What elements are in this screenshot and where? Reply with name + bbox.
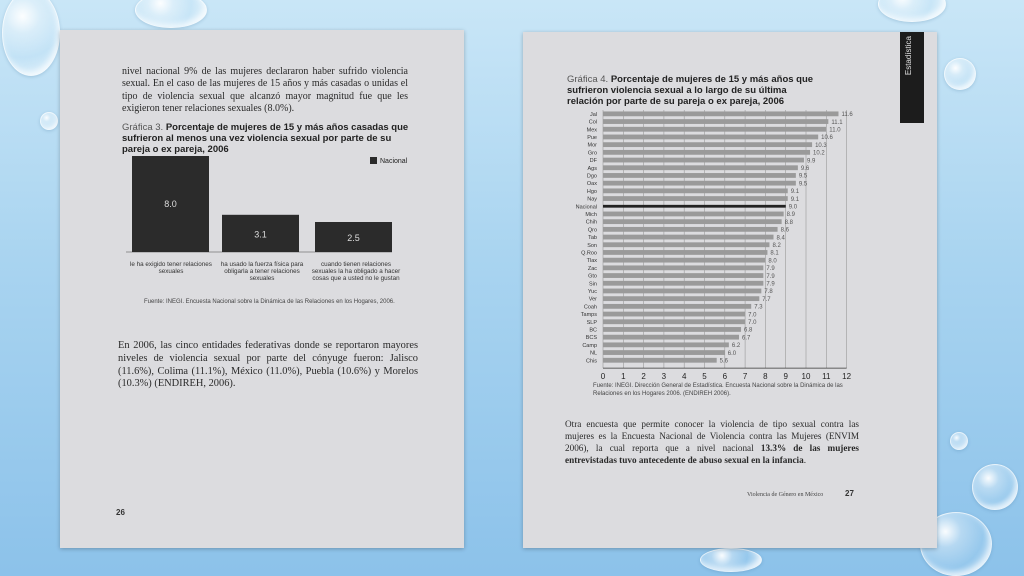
chart-3-value-label: 8.0	[164, 199, 177, 209]
chart-4-bar	[603, 181, 796, 186]
chart-4-bar	[603, 158, 804, 163]
chart-4-bar	[603, 212, 784, 217]
chart-4-category-label: Mich	[585, 211, 597, 218]
chart-4-tick-label: 6	[722, 372, 728, 382]
chart-4-category-label: BCS	[585, 335, 597, 342]
water-droplet	[700, 548, 762, 572]
intro-text: nivel nacional 9% de las mujeres declararon haber sufrido violencia sexual. En el caso de las mujeres de 15 años y más casadas o unidas el tipo de violencia sexual que alcanzó mayor magnitud fue que les exigieron tener relaciones sexuales (8.0%).	[122, 66, 408, 114]
chart-4-category-label: Hgo	[586, 188, 597, 195]
chart-4-value-label: 8.6	[780, 227, 789, 234]
water-droplet	[2, 0, 60, 76]
chart-4-value-label: 9.9	[806, 158, 816, 165]
chart-4-value-label: 7.0	[748, 319, 757, 326]
chart-4-bar	[603, 289, 761, 294]
chart-4-value-label: 9.1	[790, 196, 800, 203]
body-paragraph-bold: 13.3% de las mujeres entrevistadas tuvo antecedente de abuso sexual en la infancia	[565, 443, 860, 465]
chart-4-bar	[603, 127, 826, 132]
chart-4-value-label: 10.2	[813, 150, 825, 157]
chart-3-source: Fuente: INEGI. Encuesta Nacional sobre la Dinámica de las Relaciones en los Hogares, 2006.	[144, 299, 395, 305]
chart-4-category-label: Jal	[589, 111, 597, 118]
chart-4-category-label: Son	[587, 242, 597, 249]
chart-4-tick-label: 10	[801, 372, 811, 382]
book-page-right	[523, 32, 937, 548]
chart-4-bar	[603, 296, 759, 301]
chart-4-category-label: BC	[589, 327, 597, 334]
chart-4-tick-label: 3	[661, 372, 667, 382]
chart-3-legend-label: Nacional	[380, 158, 408, 165]
chart-4-bar	[603, 265, 763, 270]
chart-4-value-label: 8.2	[772, 242, 781, 249]
body-paragraph-end: .	[803, 455, 807, 465]
chart-4-category-label: Tab	[588, 235, 597, 242]
chart-4-value-label: 6.7	[742, 335, 751, 342]
chart-4-category-label: Nay	[587, 196, 597, 203]
chart-4-tick-label: 11	[822, 372, 831, 382]
chart-4-bar	[603, 227, 778, 232]
chart-4-bar	[603, 196, 788, 201]
chart-3-title-text: Porcentaje de mujeres de 15 y más años casadas que sufrieron al menos una vez violencia sexual por parte de su pareja o ex pareja, 2006	[122, 122, 409, 155]
chart-4-category-label: DF	[589, 158, 597, 165]
chart-3-category-label: le ha exigido tener relaciones sexuales	[130, 261, 212, 276]
chart-4-category-label: Chih	[585, 219, 597, 226]
chart-4-category-label: Zac	[587, 265, 597, 272]
chart-4-tick-label: 9	[783, 372, 788, 382]
chart-4-value-label: 7.8	[764, 289, 773, 296]
chart-4-bar	[603, 142, 812, 147]
chart-4-tick-label: 1	[621, 372, 626, 382]
section-tab-label: Estadística	[904, 36, 913, 76]
chart-4-bar	[603, 327, 741, 332]
chart-4-bar	[603, 250, 767, 255]
chart-4-title-text: Porcentaje de mujeres de 15 y más años que sufrieron violencia sexual a lo largo de su última relación por parte de su pareja o ex pareja, 2006	[567, 74, 814, 107]
chart-4-tick-label: 2	[641, 372, 646, 382]
page-number: 26	[116, 508, 125, 517]
water-droplet	[972, 464, 1018, 510]
chart-4-bar	[603, 242, 769, 247]
chart-4-category-label: Pue	[587, 134, 597, 141]
chart-4-value-label: 7.3	[754, 304, 763, 311]
chart-4-value-label: 8.0	[768, 258, 777, 265]
chart-4-bar	[603, 358, 717, 363]
water-droplet	[950, 432, 968, 450]
chart-4-bar	[603, 111, 838, 116]
chart-4-category-label: Dgo	[586, 173, 597, 180]
chart-4-value-label: 9.0	[788, 204, 798, 211]
chart-4-bar	[603, 219, 782, 224]
chart-4-value-label: 7.9	[766, 281, 775, 288]
chart-4-value-label: 10.6	[821, 135, 833, 142]
chart-4-tick-label: 0	[600, 372, 606, 382]
chart-4-category-label: Sin	[589, 281, 597, 288]
chart-4-value-label: 11.6	[841, 112, 853, 119]
chart-4-bar	[603, 350, 725, 355]
chart-4-category-label: Tamps	[580, 312, 597, 319]
chart-4-bar	[603, 319, 745, 324]
chart-4-tick-label: 4	[681, 372, 687, 382]
water-droplet	[878, 0, 946, 22]
chart-3-lead: Gráfica 3.	[122, 122, 164, 133]
chart-4-value-label: 6.8	[744, 327, 753, 334]
water-droplet	[135, 0, 207, 28]
chart-4-value-label: 9.5	[798, 181, 808, 188]
chart-4	[543, 106, 863, 382]
chart-4-value-label: 9.5	[798, 173, 808, 180]
chart-4-source: Fuente: INEGI. Dirección General de Estadística. Encuesta Nacional sobre la Dinámica de las Relaciones en los Hogares 2006. (ENDIREH 2006).	[593, 383, 843, 397]
water-droplet	[40, 112, 58, 130]
chart-3-value-label: 2.5	[347, 233, 360, 243]
chart-4-bar	[603, 165, 798, 170]
chart-4-value-label: 6.2	[731, 343, 741, 350]
water-droplet	[944, 58, 976, 90]
book-page-left	[60, 30, 464, 548]
chart-3-legend-swatch	[370, 157, 377, 164]
chart-4-category-label: Tlax	[586, 258, 597, 265]
chart-4-category-label: NL	[589, 350, 597, 357]
chart-4-category-label: Q.Roo	[581, 250, 597, 257]
chart-4-title	[567, 74, 817, 107]
chart-4-category-label: Chis	[585, 358, 597, 365]
body-paragraph-text: Otra encuesta que permite conocer la violencia de tipo sexual contra las mujeres es la Encuesta Nacional de Violencia contra las Mujeres (ENVIM 2006), la cual reporta que a nivel nacional	[565, 419, 859, 453]
chart-4-category-label: Nacional	[575, 204, 597, 211]
body-paragraph	[565, 418, 859, 466]
chart-4-category-label: Camp	[582, 342, 597, 349]
chart-4-category-label: Mor	[587, 142, 597, 149]
chart-4-bar	[603, 304, 751, 309]
page-number: 27	[845, 489, 854, 498]
chart-4-category-label: Gro	[587, 150, 597, 157]
chart-4-category-label: SLP	[586, 319, 597, 326]
chart-4-bar	[603, 273, 763, 278]
chart-3-title	[122, 122, 412, 155]
chart-4-category-label: Coah	[583, 304, 597, 311]
chart-4-value-label: 10.3	[815, 142, 827, 149]
chart-4-category-label: Oax	[586, 181, 597, 188]
chart-4-value-label: 7.0	[748, 312, 757, 319]
chart-4-category-label: Col	[588, 119, 597, 126]
chart-4-bar	[603, 188, 788, 193]
chart-4-bar	[603, 312, 745, 317]
chart-4-bar	[603, 150, 810, 155]
chart-4-value-label: 7.7	[762, 296, 771, 303]
chart-4-bar	[603, 281, 763, 286]
chart-4-value-label: 6.0	[727, 350, 737, 357]
chart-4-tick-label: 5	[702, 372, 707, 382]
chart-4-value-label: 5.6	[719, 358, 729, 365]
chart-4-value-label: 8.4	[776, 235, 785, 242]
chart-4-bar	[603, 235, 774, 240]
chart-4-value-label: 11.0	[829, 127, 841, 134]
page-footer: Violencia de Género en México	[747, 492, 824, 498]
chart-3-value-label: 3.1	[254, 229, 267, 240]
chart-4-bar	[603, 258, 765, 263]
chart-3-category-label: ha usado la fuerza física para obligarla a tener relaciones sexuales	[220, 261, 304, 283]
chart-4-value-label: 9.6	[800, 165, 810, 172]
chart-4-value-label: 11.1	[831, 119, 843, 126]
chart-3	[120, 154, 410, 256]
chart-4-category-label: Mex	[586, 127, 597, 134]
chart-4-bar	[603, 135, 818, 140]
chart-4-bar	[603, 173, 796, 178]
chart-4-value-label: 8.1	[770, 250, 779, 257]
chart-4-category-label: Ver	[588, 296, 597, 303]
chart-4-value-label: 7.9	[766, 266, 775, 273]
chart-4-bar	[603, 119, 828, 124]
chart-4-lead: Gráfica 4.	[567, 74, 609, 85]
chart-4-tick-label: 7	[742, 372, 748, 382]
chart-4-value-label: 7.9	[766, 273, 775, 280]
chart-4-tick-label: 8	[763, 372, 768, 382]
chart-4-bar-national	[603, 205, 786, 208]
chart-4-value-label: 8.8	[784, 219, 793, 226]
chart-4-bar	[603, 342, 729, 347]
section-tab	[900, 32, 924, 123]
body-paragraph: En 2006, las cinco entidades federativas donde se reportaron mayores niveles de violencia sexual por parte del cónyuge fueron: Jalisco (11.6%), Colima (11.1%), México (11.0%), Puebla (10.6%) y Morelos (10.3%) (ENDIREH, 2006).	[118, 340, 418, 390]
chart-4-category-label: Gto	[588, 273, 597, 280]
chart-4-bar	[603, 335, 739, 340]
chart-4-category-label: Ags	[587, 165, 597, 172]
chart-4-category-label: Qro	[587, 227, 597, 234]
chart-4-tick-label: 12	[842, 372, 852, 382]
chart-4-value-label: 9.1	[790, 189, 800, 196]
chart-4-value-label: 8.9	[786, 212, 796, 219]
chart-4-category-label: Yuc	[587, 288, 597, 295]
chart-3-category-label: cuando tienen relaciones sexuales la ha obligado a hacer cosas que a usted no le gustan	[311, 261, 401, 283]
